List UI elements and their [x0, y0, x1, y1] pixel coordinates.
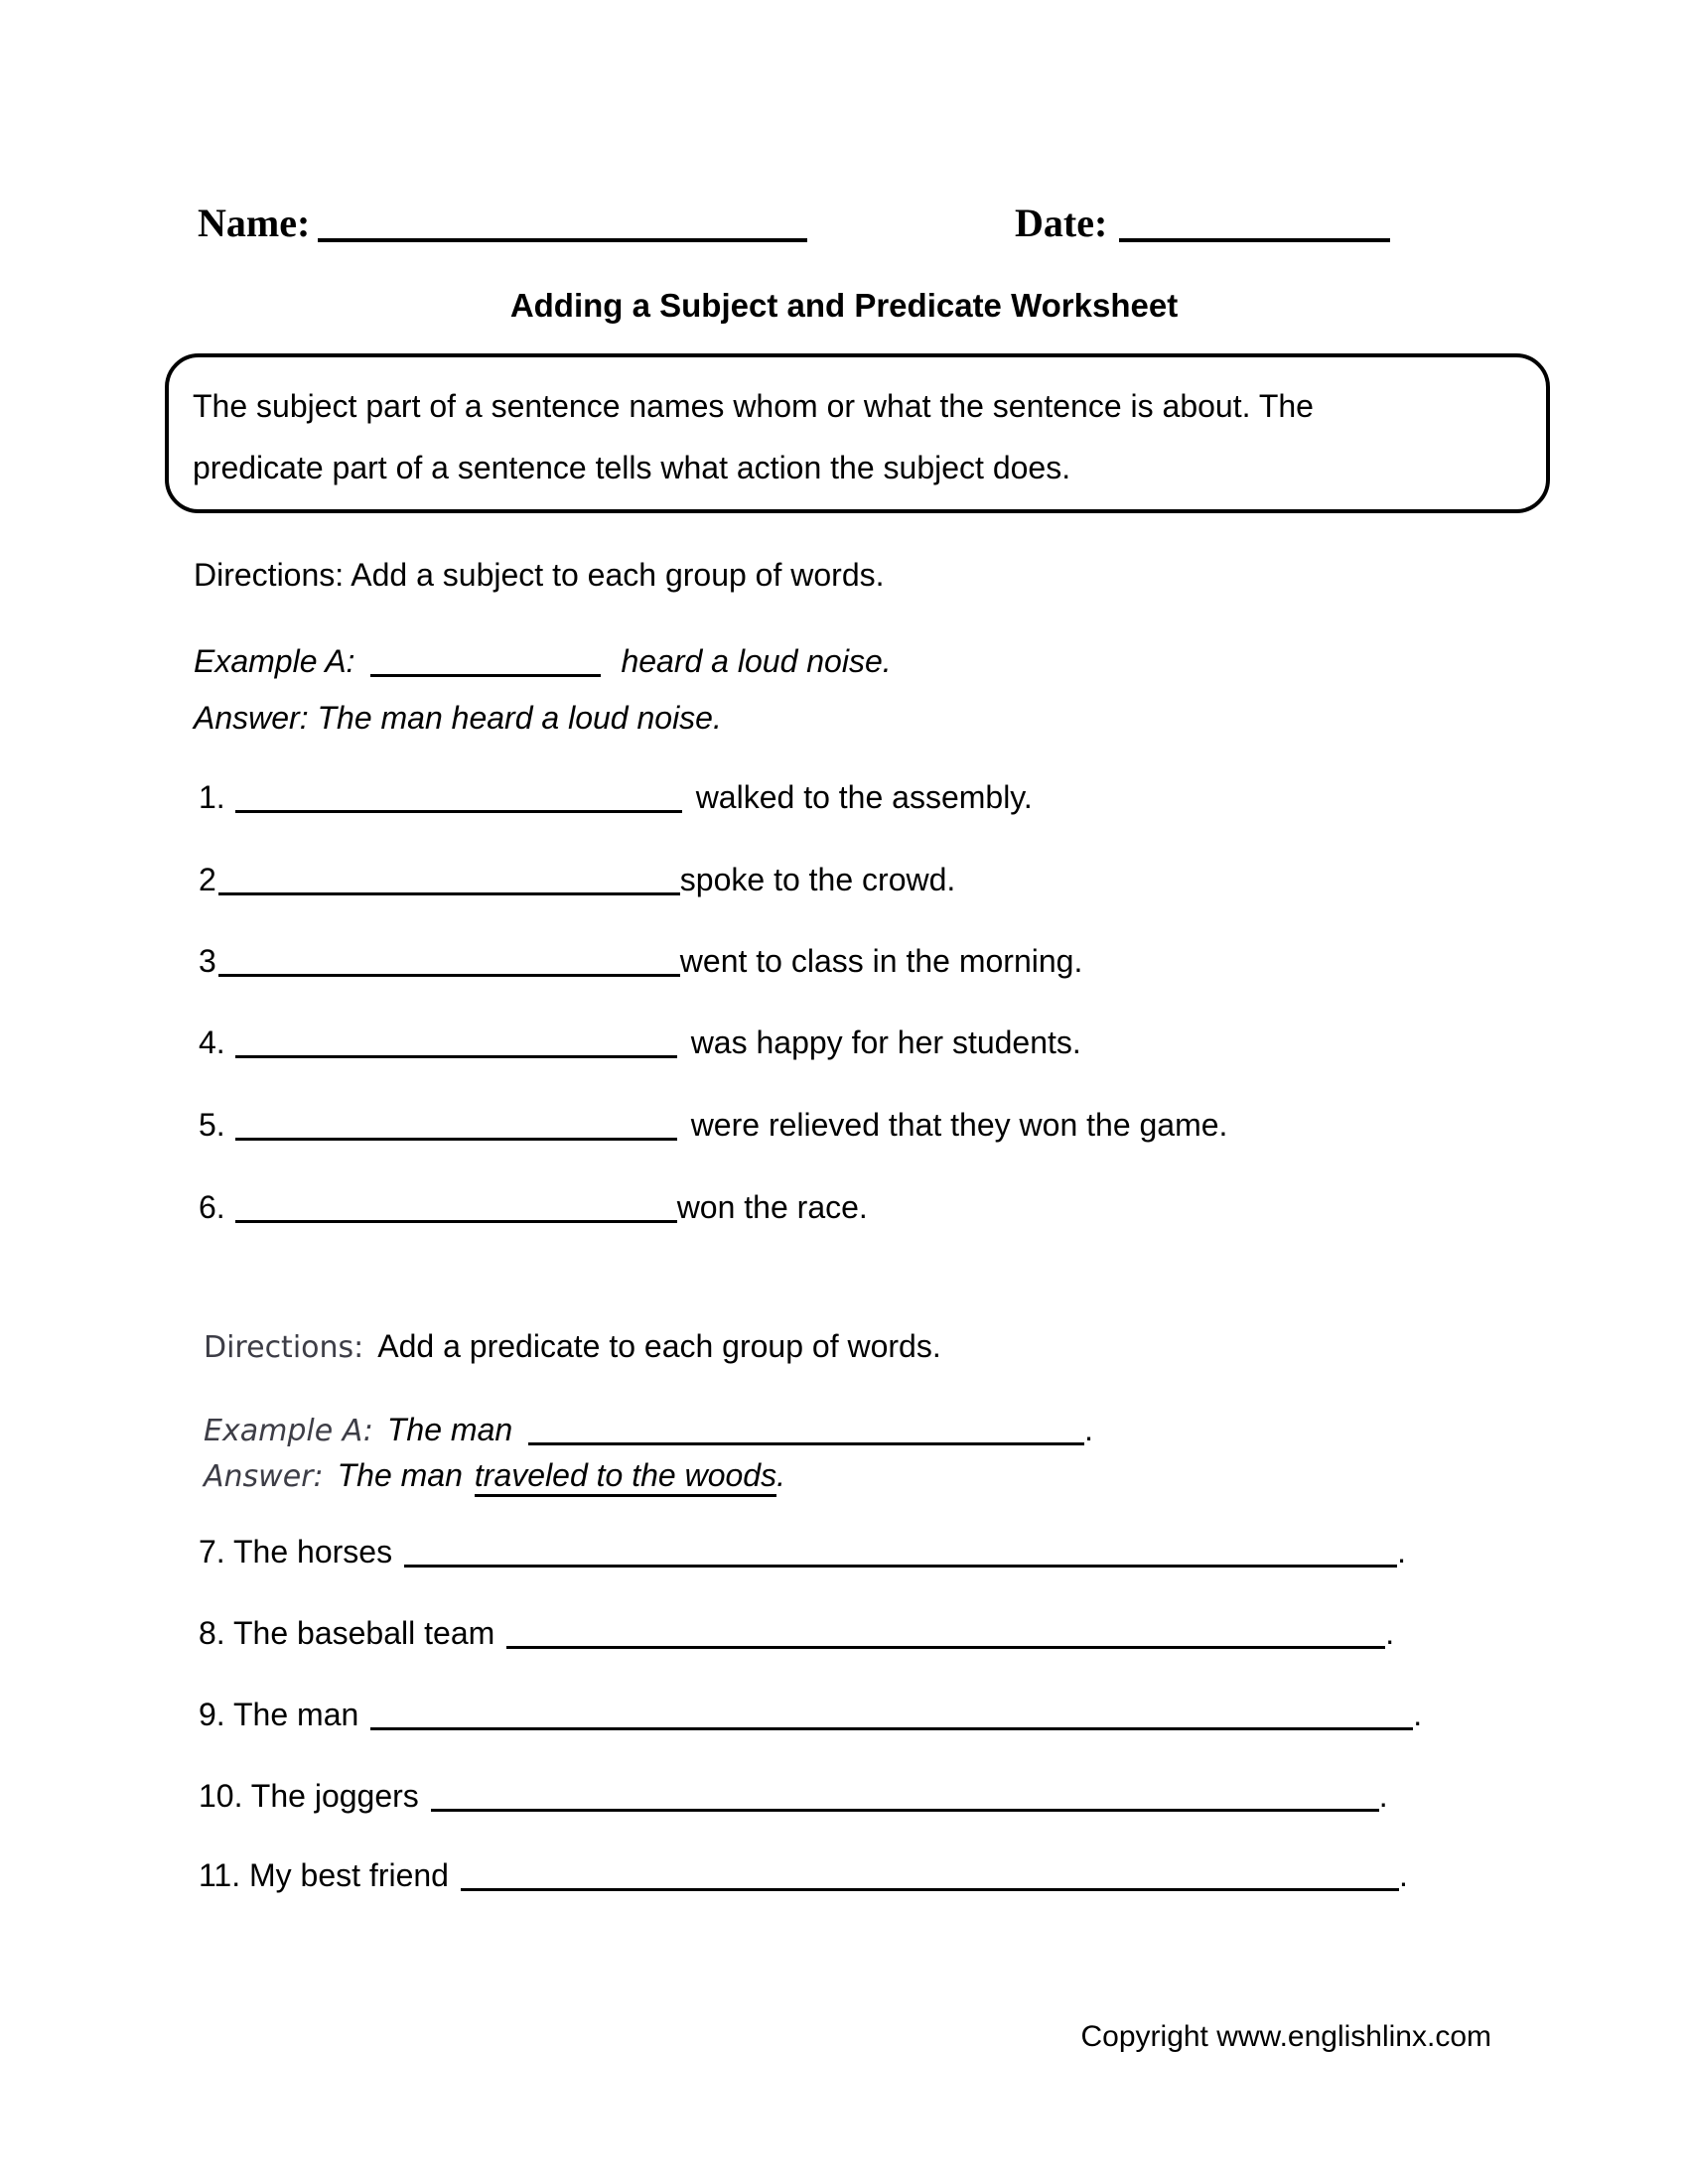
answer-blank-line [218, 891, 680, 895]
answer-prefix: The man [337, 1457, 463, 1493]
period: . [1398, 1857, 1408, 1893]
definition-box [165, 353, 1550, 513]
section2-answer-row [204, 1452, 785, 1500]
question-text: 11. My best friend [199, 1857, 449, 1893]
answer-blank-line [404, 1564, 1397, 1568]
answer-blank-line [218, 973, 680, 977]
question-text: were relieved that they won the game. [690, 1107, 1228, 1143]
section1-directions: Directions: Add a subject to each group of words. [194, 557, 885, 593]
question-row-3 [199, 938, 1082, 984]
question-text: 8. The baseball team [199, 1615, 495, 1651]
period: . [1084, 1412, 1094, 1447]
definition-line-1: The subject part of a sentence names whom or what the sentence is about. The [193, 388, 1314, 424]
period: . [1397, 1534, 1406, 1570]
question-text: won the race. [676, 1189, 868, 1225]
answer-underlined-phrase: traveled to the woods [475, 1457, 776, 1497]
name-blank-line [318, 238, 807, 242]
answer-blank-line [235, 1137, 677, 1141]
example-a-label: Example A: [194, 643, 355, 679]
question-number: 2 [199, 862, 216, 897]
example-blank-line [370, 673, 601, 677]
section1-answer-row: Answer: The man heard a loud noise. [194, 700, 722, 736]
example-a-label: Example A: [204, 1414, 373, 1448]
directions-text: Add a predicate to each group of words. [377, 1328, 941, 1364]
answer-label: Answer: [204, 1459, 324, 1494]
question-text: went to class in the morning. [679, 943, 1083, 979]
section2-directions-row [204, 1323, 941, 1371]
question-text: walked to the assembly. [695, 779, 1033, 815]
question-row-10 [199, 1773, 1388, 1819]
question-number: 1. [199, 779, 225, 815]
worksheet-title: Adding a Subject and Predicate Worksheet [509, 287, 1179, 324]
name-field [198, 199, 807, 248]
directions-label: Directions: [204, 1330, 364, 1365]
question-text: 10. The joggers [199, 1778, 419, 1814]
question-text: 7. The horses [199, 1534, 393, 1570]
section2-example-row [204, 1407, 1093, 1454]
example-prefix: The man [386, 1412, 513, 1447]
answer-blank-line [235, 809, 682, 813]
question-row-11 [199, 1852, 1408, 1898]
answer-blank-line [235, 1054, 677, 1058]
date-field [1015, 199, 1390, 248]
period: . [776, 1457, 785, 1493]
example-blank-line [528, 1441, 1084, 1445]
question-row-1 [199, 774, 1033, 820]
copyright-text: Copyright www.englishlinx.com [1080, 2020, 1491, 2053]
period: . [1378, 1778, 1388, 1814]
answer-blank-line [506, 1645, 1385, 1649]
question-text: spoke to the crowd. [679, 862, 956, 897]
question-text: was happy for her students. [690, 1024, 1081, 1060]
name-label: Name: [198, 201, 311, 245]
question-row-7 [199, 1529, 1406, 1574]
question-number: 3 [199, 943, 216, 979]
answer-blank-line [235, 1219, 677, 1223]
question-text: 9. The man [199, 1697, 359, 1732]
period: . [1385, 1615, 1395, 1651]
date-blank-line [1119, 238, 1390, 242]
question-row-8 [199, 1610, 1394, 1656]
question-row-2 [199, 857, 955, 902]
question-row-4 [199, 1020, 1081, 1065]
question-row-9 [199, 1692, 1422, 1737]
question-number: 6. [199, 1189, 225, 1225]
period: . [1413, 1697, 1423, 1732]
section1-example-row [194, 638, 892, 684]
question-number: 4. [199, 1024, 225, 1060]
question-row-6 [199, 1184, 868, 1230]
definition-line-2: predicate part of a sentence tells what action the subject does. [193, 450, 1071, 485]
question-number: 5. [199, 1107, 225, 1143]
answer-blank-line [431, 1808, 1379, 1812]
date-label: Date: [1015, 201, 1108, 245]
question-row-5 [199, 1102, 1227, 1148]
answer-blank-line [461, 1887, 1399, 1891]
answer-blank-line [370, 1726, 1413, 1730]
example-suffix: heard a loud noise. [621, 643, 892, 679]
